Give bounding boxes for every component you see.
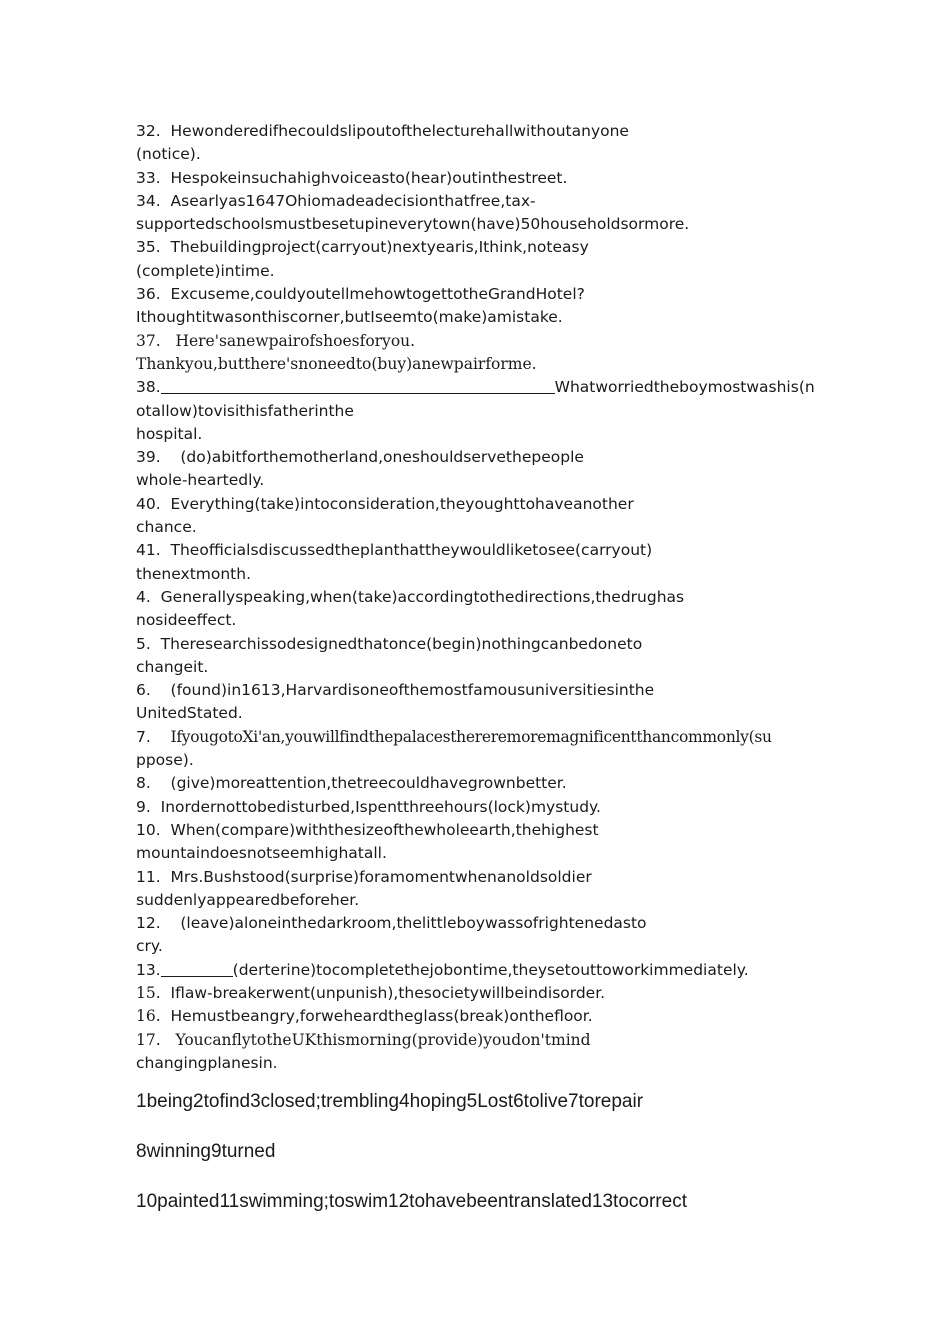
exercise-text: Excuseme,couldyoutellmehowtogettotheGrandHotel?	[170, 285, 585, 304]
exercise-text: YoucanflytotheUKthismorning(provide)youdon'tmind	[175, 1030, 591, 1049]
exercise-number: 6.	[136, 681, 151, 700]
exercise-text: Thebuildingproject(carryout)nextyearis,Ithink,noteasy	[170, 238, 589, 257]
answer-line: 10painted11swimming;toswim12tohavebeentranslated13tocorrect	[136, 1191, 687, 1212]
exercise-number: 10.	[136, 820, 161, 839]
exercise-16	[136, 1005, 826, 1028]
exercise-number: 34.	[136, 191, 161, 210]
exercise-33	[136, 167, 826, 190]
exercise-number: 17.	[136, 1030, 161, 1049]
exercise-number: 36.	[136, 285, 161, 304]
exercise-text: Theresearchissodesignedthatonce(begin)nothingcanbedoneto	[160, 634, 643, 653]
exercise-text-cont: otallow)tovisithisfatherinthe	[136, 401, 354, 420]
exercise-number: 33.	[136, 168, 161, 187]
exercise-number: 12.	[136, 914, 161, 933]
exercise-text: Hespokeinsuchahighvoiceasto(hear)outinthestreet.	[170, 168, 568, 187]
exercise-text: (found)in1613,Harvardisoneofthemostfamousuniversitiesinthe	[170, 681, 655, 700]
exercise-40	[136, 493, 826, 540]
exercise-number: 7.	[136, 727, 151, 746]
answer-blank	[161, 961, 233, 977]
exercise-number: 13.	[136, 960, 161, 979]
exercise-number: 16.	[136, 1007, 161, 1026]
exercise-text: IfyougotoXi'an,youwillfindthepalacesthereremoremagnificentthancommonly(su	[170, 727, 772, 746]
exercise-4	[136, 586, 826, 633]
exercise-number: 11.	[136, 867, 161, 886]
exercise-text-cont: (notice).	[136, 145, 201, 164]
exercise-text-cont: whole-heartedly.	[136, 471, 265, 490]
exercise-text: Whatworriedtheboymostwashis(n	[554, 378, 815, 397]
exercise-list	[136, 120, 826, 1075]
exercise-13	[136, 959, 826, 982]
answer-line: 1being2tofind3closed;trembling4hoping5Lost6tolive7torepair	[136, 1091, 644, 1112]
exercise-text: Generallyspeaking,when(take)accordingtothedirections,thedrughas	[160, 587, 685, 606]
exercise-number: 40.	[136, 494, 161, 513]
exercise-36	[136, 283, 826, 330]
exercise-number: 41.	[136, 541, 161, 560]
exercise-text: (give)moreattention,thetreecouldhavegrownbetter.	[170, 774, 567, 793]
exercise-number: 35.	[136, 238, 161, 257]
exercise-41	[136, 539, 826, 586]
exercise-number: 8.	[136, 774, 151, 793]
exercise-11	[136, 866, 826, 913]
exercise-32	[136, 120, 826, 167]
exercise-9	[136, 796, 826, 819]
exercise-35	[136, 236, 826, 283]
exercise-number: 5.	[136, 634, 151, 653]
exercise-text: Theofficialsdiscussedtheplanthattheywouldliketosee(carryout)	[170, 541, 653, 560]
exercise-8	[136, 772, 826, 795]
answer-line: 8winning9turned	[136, 1141, 276, 1162]
exercise-number: 37.	[136, 331, 161, 350]
exercise-34	[136, 190, 826, 237]
exercise-17	[136, 1029, 826, 1076]
exercise-text-cont: mountaindoesnotseemhighatall.	[136, 844, 387, 863]
exercise-5	[136, 633, 826, 680]
exercise-text: (derterine)tocompletethejobontime,theysetouttoworkimmediately.	[232, 960, 749, 979]
exercise-text: Mrs.Bushstood(surprise)foramomentwhenanoldsoldier	[170, 867, 592, 886]
exercise-10	[136, 819, 826, 866]
exercise-number: 32.	[136, 122, 161, 140]
exercise-text-cont: Ithoughtitwasonthiscorner,butIseemto(make)amistake.	[136, 308, 563, 327]
exercise-number: 39.	[136, 448, 161, 467]
answer-key	[136, 1090, 836, 1240]
exercise-text: When(compare)withthesizeofthewholeearth,thehighest	[170, 820, 599, 839]
exercise-text-cont: ppose).	[136, 751, 194, 770]
exercise-text-cont: thenextmonth.	[136, 564, 252, 583]
exercise-text: Inordernottobedisturbed,Ispentthreehours(lock)mystudy.	[160, 797, 601, 816]
exercise-number: 9.	[136, 797, 151, 816]
exercise-text-cont: (complete)intime.	[136, 261, 275, 280]
exercise-6	[136, 679, 826, 726]
exercise-number: 15.	[136, 983, 161, 1002]
exercise-text: Hemustbeangry,forweheardtheglass(break)onthefloor.	[170, 1007, 593, 1026]
exercise-text: Hewonderedifhecouldslipoutofthelecturehallwithoutanyone	[170, 122, 629, 140]
exercise-text: Here'sanewpairofshoesforyou.	[175, 331, 416, 350]
exercise-39	[136, 446, 826, 493]
exercise-text-cont: UnitedStated.	[136, 704, 243, 723]
exercise-text: Everything(take)intoconsideration,theyoughttohaveanother	[170, 494, 634, 513]
exercise-text: Asearlyas1647Ohiomadeadecisionthatfree,tax-	[170, 191, 536, 210]
exercise-text-cont: Thankyou,butthere'snoneedto(buy)anewpairforme.	[136, 354, 537, 373]
answer-blank	[161, 378, 555, 394]
exercise-text: (leave)aloneinthedarkroom,thelittleboywassofrightenedasto	[180, 914, 647, 933]
exercise-text: Iflaw-breakerwent(unpunish),thesocietywillbeindisorder.	[170, 983, 606, 1002]
exercise-number: 38.	[136, 378, 161, 397]
exercise-text-cont: nosideeffect.	[136, 611, 237, 630]
exercise-text-cont: suddenlyappearedbeforeher.	[136, 890, 360, 909]
exercise-text-cont: cry.	[136, 937, 163, 956]
exercise-37	[136, 330, 826, 377]
exercise-text-cont: changeit.	[136, 657, 209, 676]
exercise-15	[136, 982, 826, 1005]
exercise-38	[136, 376, 826, 446]
exercise-text-cont: changingplanesin.	[136, 1053, 278, 1072]
exercise-number: 4.	[136, 587, 151, 606]
exercise-text: (do)abitforthemotherland,oneshouldservethepeople	[180, 448, 584, 467]
exercise-text-cont: hospital.	[136, 424, 203, 443]
exercise-text-cont: chance.	[136, 518, 197, 537]
exercise-7	[136, 726, 826, 773]
exercise-text-cont: supportedschoolsmustbesetupineverytown(have)50householdsormore.	[136, 215, 690, 234]
exercise-12	[136, 912, 826, 959]
